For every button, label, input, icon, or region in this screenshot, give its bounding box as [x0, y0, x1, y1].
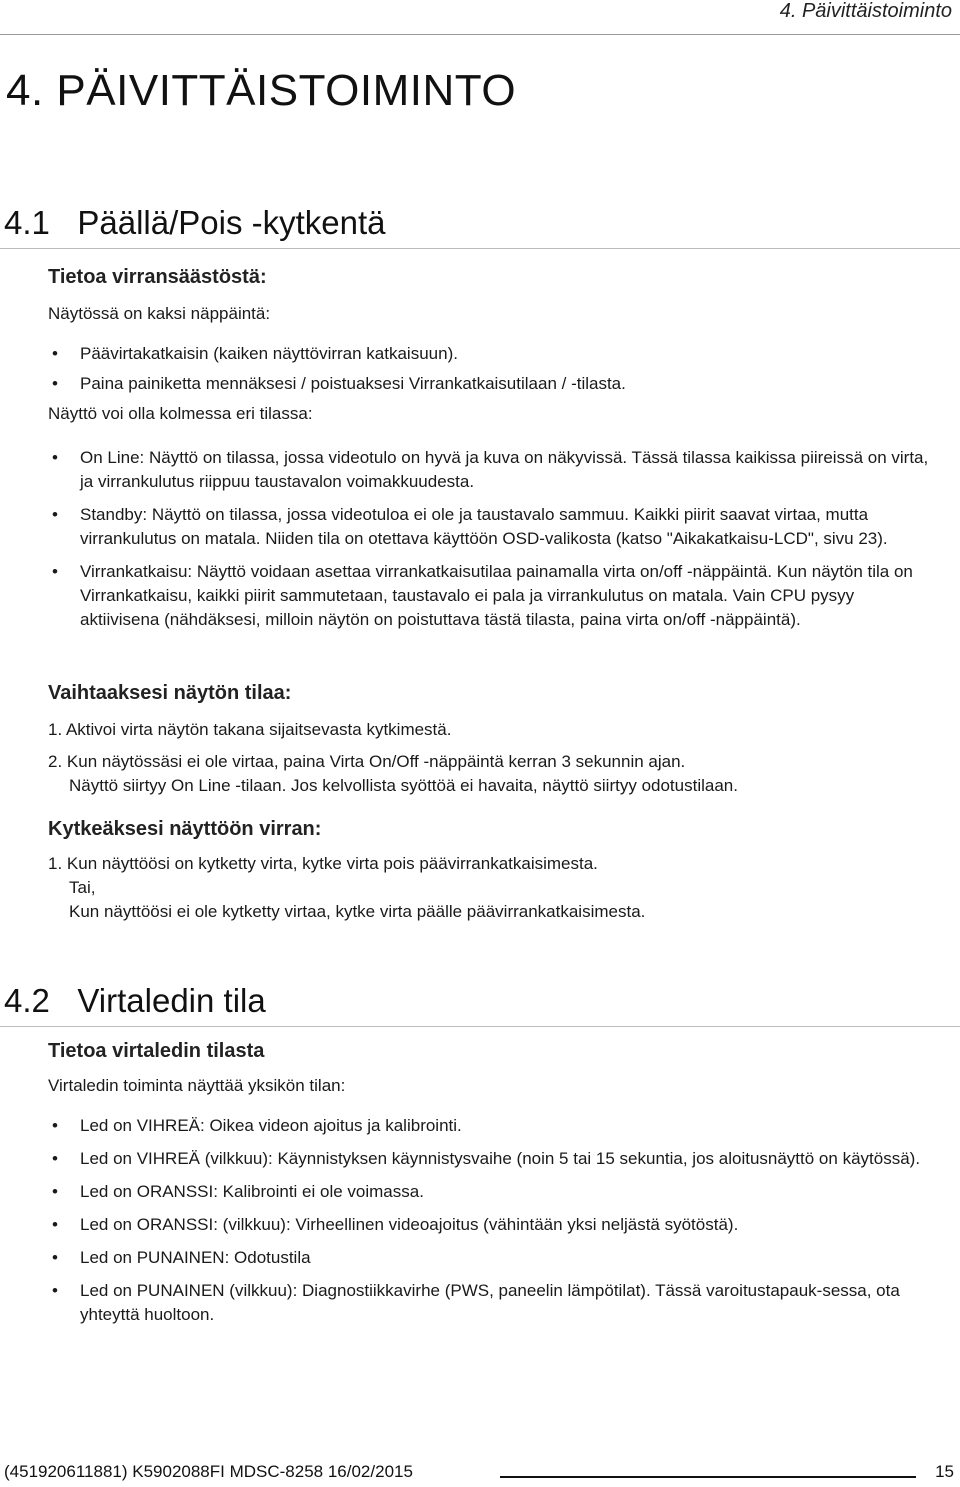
subheading-power-saving: Tietoa virransäästöstä: [48, 266, 267, 288]
footer-divider [500, 1476, 916, 1478]
intro-paragraph: Näytössä on kaksi näppäintä: [48, 304, 271, 323]
list-item: • Led on ORANSSI: (vilkkuu): Virheellinen videoajoitus (vähintään yksi neljästä syötöstä). [48, 1213, 938, 1237]
buttons-list [48, 342, 960, 402]
subheading-power-on: Kytkeäksesi näyttöön virran: [48, 818, 322, 840]
bullet-icon: • [52, 344, 58, 363]
bullet-icon: • [52, 1149, 58, 1168]
chapter-title: 4. PÄIVITTÄISTOIMINTO [6, 66, 517, 115]
bullet-icon: • [52, 562, 58, 581]
states-intro: Näyttö voi olla kolmessa eri tilassa: [48, 404, 313, 423]
list-item: • Virrankatkaisu: Näyttö voidaan asettaa virrankatkaisutilaa painamalla virta on/off -näppäintä. Kun näytön tila on Virrankatkaisu, kaikki piirit sammutetaan, taustavalo ei pala ja virrankulutus on matala. Vain CPU pysyy aktiivisena (nähdäksesi, milloin näytön on poistuttava tästä tilasta, paina virta on/off -näppäintä). [52, 562, 913, 629]
subheading-switch-state: Vaihtaaksesi näytön tilaa: [48, 682, 292, 704]
section-title-4-1: 4.1 Päällä/Pois -kytkentä [4, 204, 386, 241]
states-list [48, 446, 938, 641]
list-item: • Led on VIHREÄ: Oikea videon ajoitus ja kalibrointi. [48, 1114, 938, 1138]
section-divider [0, 1026, 960, 1027]
list-item: • Päävirtakatkaisin (kaiken näyttövirran katkaisuun). [48, 342, 960, 366]
list-item: • Led on VIHREÄ (vilkkuu): Käynnistyksen käynnistysvaihe (noin 5 tai 15 sekuntia, jos aloitusnäyttö on käytössä). [48, 1147, 938, 1171]
section-title-4-2: 4.2 Virtaledin tila [4, 982, 266, 1019]
list-item: • Led on PUNAINEN (vilkkuu): Diagnostiikkavirhe (PWS, paneelin lämpötilat). Tässä varoitustapauk-sessa, ota yhteyttä huoltoon. [52, 1281, 900, 1324]
footer-document-id: (451920611881) K5902088FI MDSC-8258 16/02/2015 [4, 1462, 413, 1481]
list-item: • Led on PUNAINEN: Odotustila [48, 1246, 938, 1270]
bullet-icon: • [52, 448, 58, 467]
bullet-icon: • [52, 1116, 58, 1135]
bullet-icon: • [52, 1248, 58, 1267]
section-divider [0, 248, 960, 249]
bullet-icon: • [52, 1215, 58, 1234]
list-item: • Paina painiketta mennäksesi / poistuaksesi Virrankatkaisutilaan / -tilasta. [48, 372, 960, 396]
page-number: 15 [935, 1462, 954, 1481]
list-item: • Led on ORANSSI: Kalibrointi ei ole voimassa. [48, 1180, 938, 1204]
subheading-led-status: Tietoa virtaledin tilasta [48, 1040, 265, 1062]
step-2: 2. Kun näytössäsi ei ole virtaa, paina Virta On/Off -näppäintä kerran 3 sekunnin ajan. Näyttö siirtyy On Line -tilaan. Jos kelvollista syöttöä ei havaita, näyttö siirtyy odotustilaan. [48, 752, 738, 795]
list-item: • On Line: Näyttö on tilassa, jossa videotulo on hyvä ja kuva on näkyvissä. Tässä tilassa kaikissa piireissä on virta, ja virrankulutus riippuu taustavalon voimakkuudesta. [52, 448, 929, 491]
bullet-icon: • [52, 1281, 58, 1300]
bullet-icon: • [52, 1182, 58, 1201]
list-item: • Standby: Näyttö on tilassa, jossa videotuloa ei ole ja taustavalo sammuu. Kaikki piirit saavat virtaa, mutta virrankulutus on matala. Niiden tila on otettava käyttöön OSD-valikosta (katso "Aikakatkaisu-LCD", sivu 23). [52, 505, 888, 548]
bullet-icon: • [52, 505, 58, 524]
step-1: 1. Aktivoi virta näytön takana sijaitsevasta kytkimestä. [48, 720, 452, 739]
led-intro: Virtaledin toiminta näyttää yksikön tilan: [48, 1076, 346, 1095]
led-states-list [48, 1114, 938, 1336]
power-step: 1. Kun näyttöösi on kytketty virta, kytke virta pois päävirrankatkaisimesta. Tai, Kun näyttöösi ei ole kytketty virtaa, kytke virta päälle päävirrankatkaisimesta. [48, 854, 646, 921]
header-divider [0, 34, 960, 35]
running-header: 4. Päivittäistoiminto [779, 0, 952, 22]
bullet-icon: • [52, 374, 58, 393]
